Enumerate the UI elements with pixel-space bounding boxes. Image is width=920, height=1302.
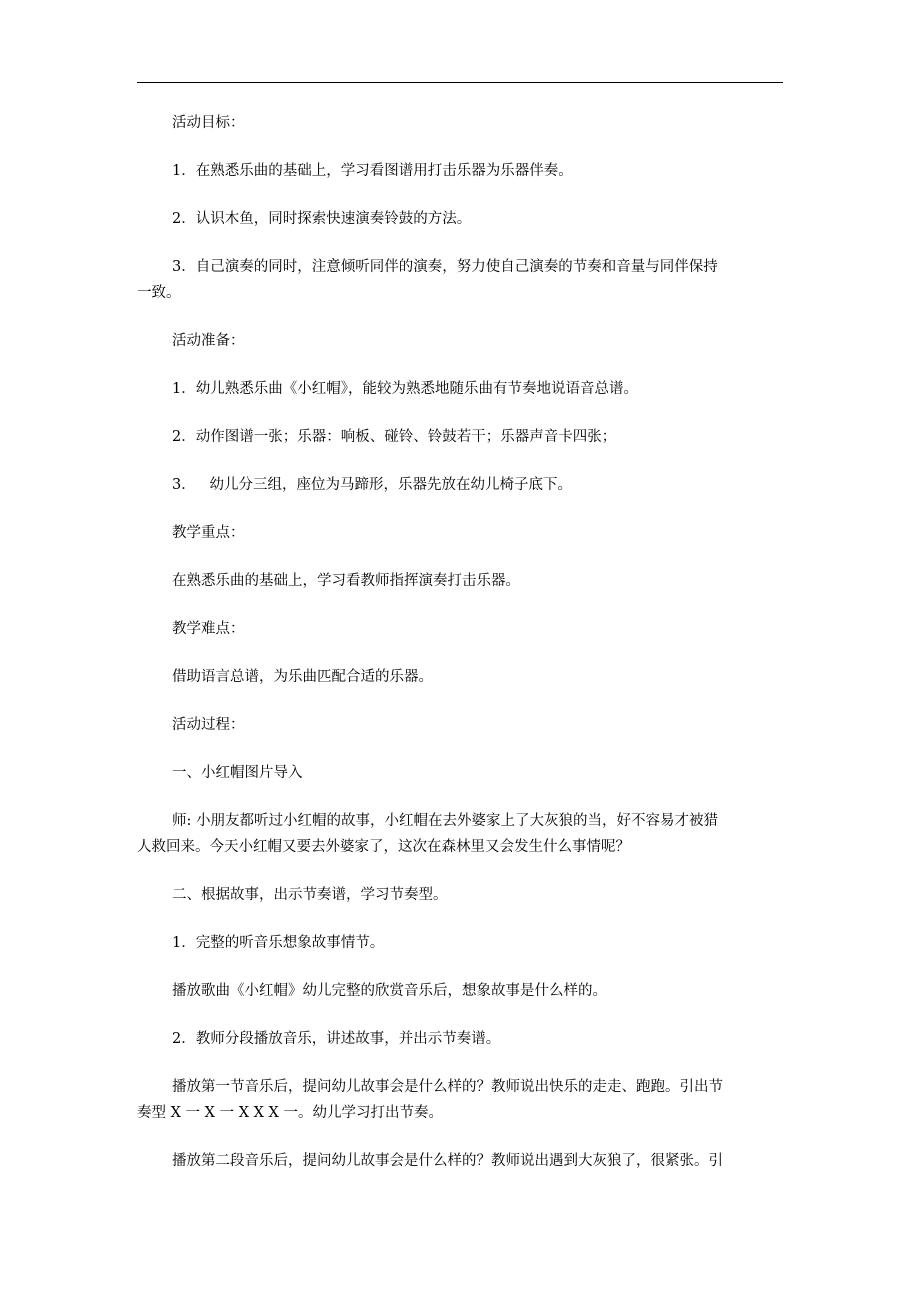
heading-activity-goals: 活动目标： <box>172 115 245 131</box>
prep-item-3: 3． 幼儿分三组，座位为马蹄形，乐器先放在幼儿椅子底下。 <box>172 477 573 493</box>
document-body <box>137 110 786 1174</box>
process-substep-2: 2．教师分段播放音乐，讲述故事，并出示节奏谱。 <box>172 1031 501 1047</box>
process-step-2-heading: 二、根据故事，出示节奏谱，学习节奏型。 <box>172 887 448 903</box>
music-section-1-line-2: 奏型 X 一 X 一 X X X 一。幼儿学习打出节奏。 <box>137 1105 443 1121</box>
music-section-2: 播放第二段音乐后，提问幼儿故事会是什么样的？教师说出遇到大灰狼了，很紧张。引 <box>172 1153 723 1169</box>
goal-item-2: 2．认识木鱼，同时探索快速演奏铃鼓的方法。 <box>172 211 472 227</box>
teacher-intro-line-2: 人救回来。今天小红帽又要去外婆家了，这次在森林里又会发生什么事情呢？ <box>137 839 630 855</box>
goal-item-3-line-2: 一致。 <box>137 285 181 301</box>
process-substep-1-detail: 播放歌曲《小红帽》幼儿完整的欣赏音乐后，想象故事是什么样的。 <box>172 983 607 999</box>
goal-item-1: 1．在熟悉乐曲的基础上，学习看图谱用打击乐器为乐器伴奏。 <box>172 163 573 179</box>
process-step-1-heading: 一、小红帽图片导入 <box>172 765 303 781</box>
music-section-1 <box>137 1074 786 1126</box>
teaching-focus-text: 在熟悉乐曲的基础上，学习看教师指挥演奏打击乐器。 <box>172 573 520 589</box>
teaching-difficulty-text: 借助语言总谱，为乐曲匹配合适的乐器。 <box>172 669 433 685</box>
header-rule <box>137 82 783 83</box>
heading-activity-prep: 活动准备： <box>172 333 245 349</box>
heading-teaching-focus: 教学重点： <box>172 525 245 541</box>
teacher-intro-line-1: 师: 小朋友都听过小红帽的故事，小红帽在去外婆家上了大灰狼的当，好不容易才被猎 <box>172 813 718 829</box>
goal-item-3 <box>137 254 786 306</box>
goal-item-3-line-1: 3．自己演奏的同时，注意倾听同伴的演奏，努力使自己演奏的节奏和音量与同伴保持 <box>172 259 718 275</box>
heading-activity-process: 活动过程： <box>172 717 245 733</box>
teacher-intro <box>137 808 786 860</box>
music-section-1-line-1: 播放第一节音乐后，提问幼儿故事会是什么样的？教师说出快乐的走走、跑跑。引出节 <box>172 1079 723 1095</box>
prep-item-1: 1．幼儿熟悉乐曲《小红帽》，能较为熟悉地随乐曲有节奏地说语音总谱。 <box>172 381 638 397</box>
process-substep-1: 1．完整的听音乐想象故事情节。 <box>172 935 385 951</box>
heading-teaching-difficulty: 教学难点： <box>172 621 245 637</box>
prep-item-2: 2．动作图谱一张；乐器：响板、碰铃、铃鼓若干；乐器声音卡四张； <box>172 429 617 445</box>
